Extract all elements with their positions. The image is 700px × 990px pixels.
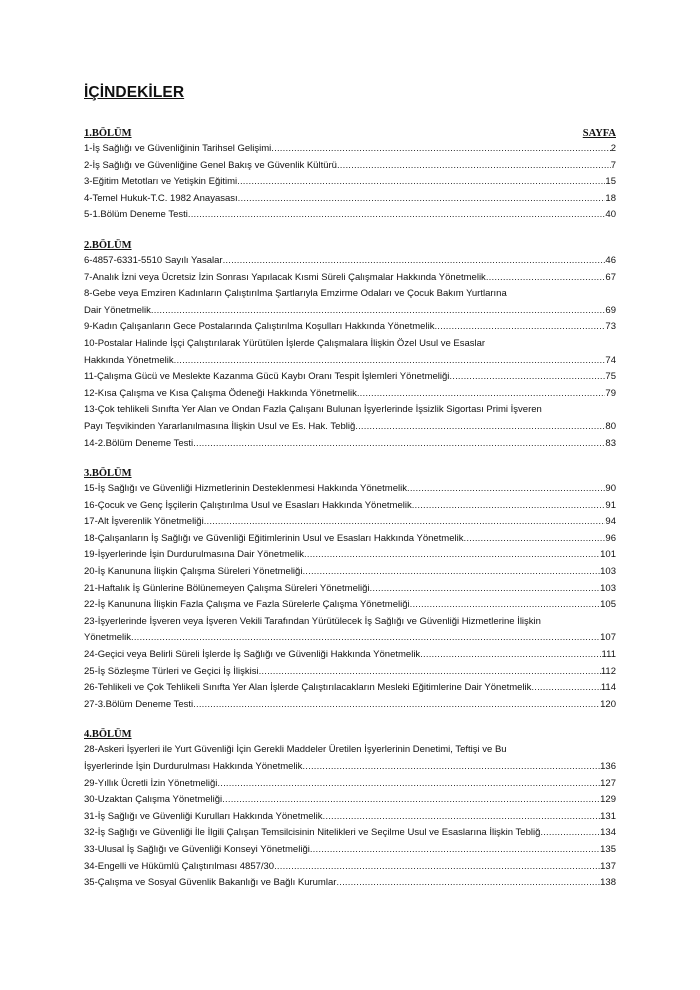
toc-entry[interactable] — [84, 531, 616, 548]
toc-entry[interactable] — [84, 825, 616, 842]
dot-leader — [323, 809, 601, 826]
toc-entry-line — [84, 581, 616, 598]
toc-entry-page: 138 — [600, 877, 616, 889]
toc-entry[interactable] — [84, 680, 616, 697]
toc-entry-line — [84, 514, 616, 531]
toc-entry[interactable] — [84, 859, 616, 876]
dot-leader — [434, 319, 605, 336]
toc-entry-page: 111 — [601, 649, 616, 661]
toc-entry-line — [84, 436, 616, 453]
toc-entry[interactable] — [84, 158, 616, 175]
dot-leader — [463, 531, 605, 548]
toc-entry-line — [84, 319, 616, 336]
page-column-label: SAYFA — [582, 128, 616, 139]
toc-entry-page: 67 — [605, 271, 616, 283]
section-heading — [84, 127, 616, 141]
toc-entry-line — [84, 353, 616, 370]
toc-entry-page: 91 — [605, 499, 616, 511]
dot-leader — [410, 597, 601, 614]
toc-entry-line — [84, 859, 616, 876]
toc-entry[interactable] — [84, 319, 616, 336]
toc-entry[interactable] — [84, 547, 616, 564]
section-heading — [84, 467, 616, 481]
toc-entry-page: 131 — [600, 810, 616, 822]
toc-entry-title: 25-İş Sözleşme Türleri ve Geçici İş İlişkisi — [84, 665, 259, 677]
section-heading-label: 3.BÖLÜM — [84, 468, 132, 480]
toc-entry-line — [84, 207, 616, 224]
toc-entry-title: Hakkında Yönetmelik — [84, 354, 174, 366]
toc-entry-page: 79 — [605, 387, 616, 399]
toc-entry-line — [84, 386, 616, 403]
toc-entry[interactable] — [84, 402, 616, 435]
toc-entry-line — [84, 564, 616, 581]
toc-entry-line — [84, 630, 616, 647]
toc-entry-title: 17-Alt İşverenlik Yönetmeliği — [84, 516, 204, 528]
section-heading-label: 4.BÖLÜM — [84, 729, 132, 741]
dot-leader — [336, 875, 600, 892]
toc-entry-title: 19-İşyerlerinde İşin Durdurulmasına Dair Yönetmelik — [84, 549, 305, 561]
toc-entry-page: 103 — [600, 566, 616, 578]
toc-entry-page: 80 — [605, 420, 616, 432]
dot-leader — [223, 253, 606, 270]
toc-entry-title: 22-İş Kanununa İlişkin Fazla Çalışma ve Fazla Sürelerle Çalışma Yönetmeliği — [84, 599, 410, 611]
dot-leader — [238, 191, 606, 208]
dot-leader — [355, 419, 605, 436]
dot-leader — [412, 498, 606, 515]
toc-entry-page: 94 — [605, 516, 616, 528]
toc-entry-line — [84, 531, 616, 548]
toc-entry[interactable] — [84, 386, 616, 403]
toc-entry-page: 136 — [600, 761, 616, 772]
toc-entry[interactable] — [84, 369, 616, 386]
dot-leader — [151, 303, 606, 320]
section-heading-label: 1.BÖLÜM — [84, 128, 132, 139]
toc-entry-title: Yönetmelik — [84, 632, 131, 644]
toc-entry-line — [84, 759, 616, 776]
toc-entry-line — [84, 481, 616, 498]
toc-entry-page: 15 — [605, 176, 616, 188]
toc-entry[interactable] — [84, 174, 616, 191]
toc-entry-page: 83 — [605, 437, 616, 449]
toc-entry-title: 9-Kadın Çalışanların Gece Postalarında Çalıştırılma Koşulları Hakkında Yönetmelik — [84, 321, 435, 333]
toc-entry-title: 4-Temel Hukuk-T.C. 1982 Anayasası — [84, 192, 238, 204]
toc-entry-title: 27-3.Bölüm Deneme Testi — [84, 698, 194, 710]
toc-entry[interactable] — [84, 875, 616, 892]
toc-entry-page: 74 — [605, 354, 616, 366]
toc-entry-title: 20-İş Kanununa İlişkin Çalışma Süreleri Yönetmeliği — [84, 566, 303, 578]
page-title: İÇİNDEKİLER — [84, 84, 185, 101]
section-heading — [84, 728, 616, 742]
toc-entry-line — [84, 270, 616, 287]
toc-entry-title: 6-4857-6331-5510 Sayılı Yasalar — [84, 254, 223, 266]
toc-entry[interactable] — [84, 564, 616, 581]
toc-entry[interactable] — [84, 614, 616, 647]
toc-entry-line — [84, 158, 616, 175]
toc-entry[interactable] — [84, 141, 616, 158]
toc-entry-title: 5-1.Bölüm Deneme Testi — [84, 209, 188, 221]
toc-entry-page: 69 — [605, 304, 616, 316]
dot-leader — [486, 270, 606, 287]
toc-entry-page: 134 — [600, 827, 616, 839]
toc-entry[interactable] — [84, 191, 616, 208]
toc-section — [84, 127, 616, 224]
dot-leader — [370, 581, 601, 598]
toc-entry-page: 137 — [600, 860, 616, 872]
toc-entry-title: 26-Tehlikeli ve Çok Tehlikeli Sınıfta Yer Alan İşlerde Çalıştırılacakların Mesleki Eğitimlerine Dair Yönetmelik — [84, 682, 532, 694]
toc-entry[interactable] — [84, 597, 616, 614]
toc-entry[interactable] — [84, 498, 616, 515]
toc-entry[interactable] — [84, 270, 616, 287]
dot-leader — [407, 481, 605, 498]
dot-leader — [131, 630, 600, 647]
toc-entry-title: 3-Eğitim Metotları ve Yetişkin Eğitimi — [84, 176, 238, 188]
toc-entry-page: 107 — [600, 632, 616, 644]
toc-entry-title: 29-Yıllık Ücretli İzin Yönetmeliği — [84, 777, 218, 789]
table-of-contents-page — [84, 84, 616, 907]
toc-entry-line — [84, 680, 616, 697]
toc-section — [84, 467, 616, 713]
toc-entry-line — [84, 303, 616, 320]
toc-entry-line — [84, 419, 616, 436]
dot-leader — [302, 759, 600, 776]
dot-leader — [304, 547, 600, 564]
toc-entry-line — [84, 792, 616, 809]
toc-entry-page: 7 — [610, 159, 616, 171]
toc-section — [84, 239, 616, 452]
dot-leader — [204, 514, 606, 531]
toc-entry-page: 90 — [605, 483, 616, 495]
toc-entry-line — [84, 597, 616, 614]
toc-entry[interactable] — [84, 842, 616, 859]
toc-entry-page: 96 — [605, 532, 616, 544]
toc-entry[interactable] — [84, 336, 616, 369]
toc-entry-line — [84, 174, 616, 191]
toc-entry[interactable] — [84, 742, 616, 775]
toc-entry-page: 105 — [600, 599, 616, 611]
dot-leader — [337, 158, 611, 175]
toc-entry-title: 30-Uzaktan Çalışma Yönetmeliği — [84, 794, 223, 806]
toc-entry-title: 10-Postalar Halinde İşçi Çalıştırılarak Yürütülen İşlerde Çalışmalara İlişkin Özel Usul ve Esaslar — [84, 337, 486, 349]
toc-entry-title: 32-İş Sağlığı ve Güvenliği İle İlgili Çalışan Temsilcisinin Nitelikleri ve Seçilme Usul ve Esaslarına İlişkin Tebliğ — [84, 827, 541, 839]
toc-entry-title: 23-İşyerlerinde İşveren veya İşveren Vekili Tarafından Yürütülecek İş Sağlığı ve Güvenliği Hizmetlerine İlişkin — [84, 615, 541, 627]
dot-leader — [217, 776, 600, 793]
toc-entry[interactable] — [84, 286, 616, 319]
toc-entry-title: 33-Ulusal İş Sağlığı ve Güvenliği Konseyi Yönetmeliği — [84, 843, 310, 855]
toc-entry[interactable] — [84, 647, 616, 664]
dot-leader — [449, 369, 605, 386]
dot-leader — [237, 174, 605, 191]
dot-leader — [310, 842, 600, 859]
toc-entry-page: 101 — [600, 549, 616, 561]
toc-entry[interactable] — [84, 792, 616, 809]
toc-entry-title: 2-İş Sağlığı ve Güvenliğine Genel Bakış ve Güvenlik Kültürü — [84, 159, 337, 171]
toc-entry-line — [84, 498, 616, 515]
toc-entry-line — [84, 141, 616, 158]
toc-entry-page: 75 — [605, 371, 616, 383]
dot-leader — [271, 141, 610, 158]
toc-entry-title: Dair Yönetmelik — [84, 304, 151, 316]
toc-entry-line — [84, 825, 616, 842]
section-heading — [84, 239, 616, 253]
toc-entry-title: 35-Çalışma ve Sosyal Güvenlik Bakanlığı ve Bağlı Kurumlar — [84, 877, 337, 889]
toc-entry-page: 40 — [605, 209, 616, 221]
toc-entry-title: 31-İş Sağlığı ve Güvenliği Kurulları Hakkında Yönetmelik — [84, 810, 323, 822]
toc-entry-page: 73 — [605, 321, 616, 333]
toc-entry-line — [84, 697, 616, 714]
dot-leader — [259, 664, 601, 681]
toc-entry-line — [84, 191, 616, 208]
toc-entry-line — [84, 647, 616, 664]
toc-entry-page: 114 — [600, 682, 616, 694]
toc-entry-title: 24-Geçici veya Belirli Süreli İşlerde İş Sağlığı ve Güvenliği Hakkında Yönetmelik — [84, 649, 421, 661]
toc-entry-line — [84, 664, 616, 681]
toc-entry-title: 13-Çok tehlikeli Sınıfta Yer Alan ve Ondan Fazla Çalışanı Bulunan İşyerlerinde İşsizlik Sigortası Primi İşveren — [84, 404, 542, 416]
toc-entry-line — [84, 547, 616, 564]
toc-section — [84, 728, 616, 891]
dot-leader — [188, 207, 606, 224]
section-heading-label: 2.BÖLÜM — [84, 239, 132, 251]
toc-entry[interactable] — [84, 697, 616, 714]
dot-leader — [420, 647, 601, 664]
dot-leader — [357, 386, 606, 403]
toc-entry-page: 18 — [605, 192, 616, 204]
dot-leader — [193, 697, 600, 714]
toc-entry-title: 1-İş Sağlığı ve Güvenliğinin Tarihsel Gelişimi — [84, 143, 272, 154]
toc-entry-line — [84, 286, 616, 303]
toc-entry-page: 120 — [600, 698, 616, 710]
toc-entry-line — [84, 875, 616, 892]
toc-entry-line — [84, 742, 616, 759]
dot-leader — [302, 564, 600, 581]
toc-entry[interactable] — [84, 581, 616, 598]
toc-entry[interactable] — [84, 207, 616, 224]
toc-entry-line — [84, 402, 616, 419]
toc-entry[interactable] — [84, 253, 616, 270]
toc-entry-line — [84, 776, 616, 793]
dot-leader — [531, 680, 600, 697]
toc-entry-line — [84, 614, 616, 631]
toc-entry-page: 112 — [600, 665, 616, 677]
dot-leader — [274, 859, 600, 876]
toc-entry-line — [84, 842, 616, 859]
toc-entry-page: 103 — [600, 582, 616, 594]
toc-entry-title: 11-Çalışma Gücü ve Meslekte Kazanma Gücü Kaybı Oranı Tespit İşlemleri Yönetmeliği — [84, 371, 450, 383]
dot-leader — [193, 436, 605, 453]
toc-entry-title: 14-2.Bölüm Deneme Testi — [84, 437, 194, 449]
toc-entry-title: 15-İş Sağlığı ve Güvenliği Hizmetlerinin Desteklenmesi Hakkında Yönetmelik — [84, 483, 407, 495]
toc-entry-title: 18-Çalışanların İş Sağlığı ve Güvenliği Eğitimlerinin Usul ve Esasları Hakkında Yönetmelik — [84, 532, 464, 544]
toc-entry-title: 21-Haftalık İş Günlerine Bölünemeyen Çalışma Süreleri Yönetmeliği — [84, 582, 370, 594]
dot-leader — [222, 792, 600, 809]
toc-entry-line — [84, 369, 616, 386]
toc-entry[interactable] — [84, 776, 616, 793]
toc-entry-title: 28-Askeri İşyerleri ile Yurt Güvenliği İçin Gerekli Maddeler Üretilen İşyerlerinin Denetimi, Teftişi ve Bu — [84, 744, 507, 756]
toc-entry-title: 12-Kısa Çalışma ve Kısa Çalışma Ödeneği Hakkında Yönetmelik — [84, 387, 357, 399]
toc-entry-title: 16-Çocuk ve Genç İşçilerin Çalıştırılma Usul ve Esasları Hakkında Yönetmelik — [84, 499, 412, 511]
toc-entry-line — [84, 809, 616, 826]
toc-entry-line — [84, 336, 616, 353]
toc-entry-page: 46 — [605, 254, 616, 266]
toc-entry-page: 129 — [600, 794, 616, 806]
toc-entry-title: Payı Teşvikinden Yararlanılmasına İlişkin Usul ve Es. Hak. Tebliğ — [84, 420, 356, 432]
toc-entry-title: 8-Gebe veya Emziren Kadınların Çalıştırılma Şartlarıyla Emzirme Odaları ve Çocuk Bakım Yurtlarına — [84, 288, 507, 300]
toc-entry[interactable] — [84, 664, 616, 681]
toc-entry-page: 135 — [600, 843, 616, 855]
toc-entry-line — [84, 253, 616, 270]
toc-entry[interactable] — [84, 436, 616, 453]
toc-sections — [84, 127, 616, 892]
toc-entry[interactable] — [84, 481, 616, 498]
toc-entry[interactable] — [84, 809, 616, 826]
toc-entry-page: 2 — [610, 143, 616, 154]
toc-entry-title: İşyerlerinde İşin Durdurulması Hakkında Yönetmelik — [84, 761, 303, 772]
toc-entry-title: 34-Engelli ve Hükümlü Çalıştırılması 4857/30 — [84, 860, 275, 872]
toc-entry[interactable] — [84, 514, 616, 531]
toc-entry-page: 127 — [600, 777, 616, 789]
dot-leader — [174, 353, 606, 370]
toc-entry-title: 7-Analık İzni veya Ücretsiz İzin Sonrası Yapılacak Kısmi Süreli Çalışmalar Hakkında Yönetmelik — [84, 271, 486, 283]
dot-leader — [540, 825, 600, 842]
